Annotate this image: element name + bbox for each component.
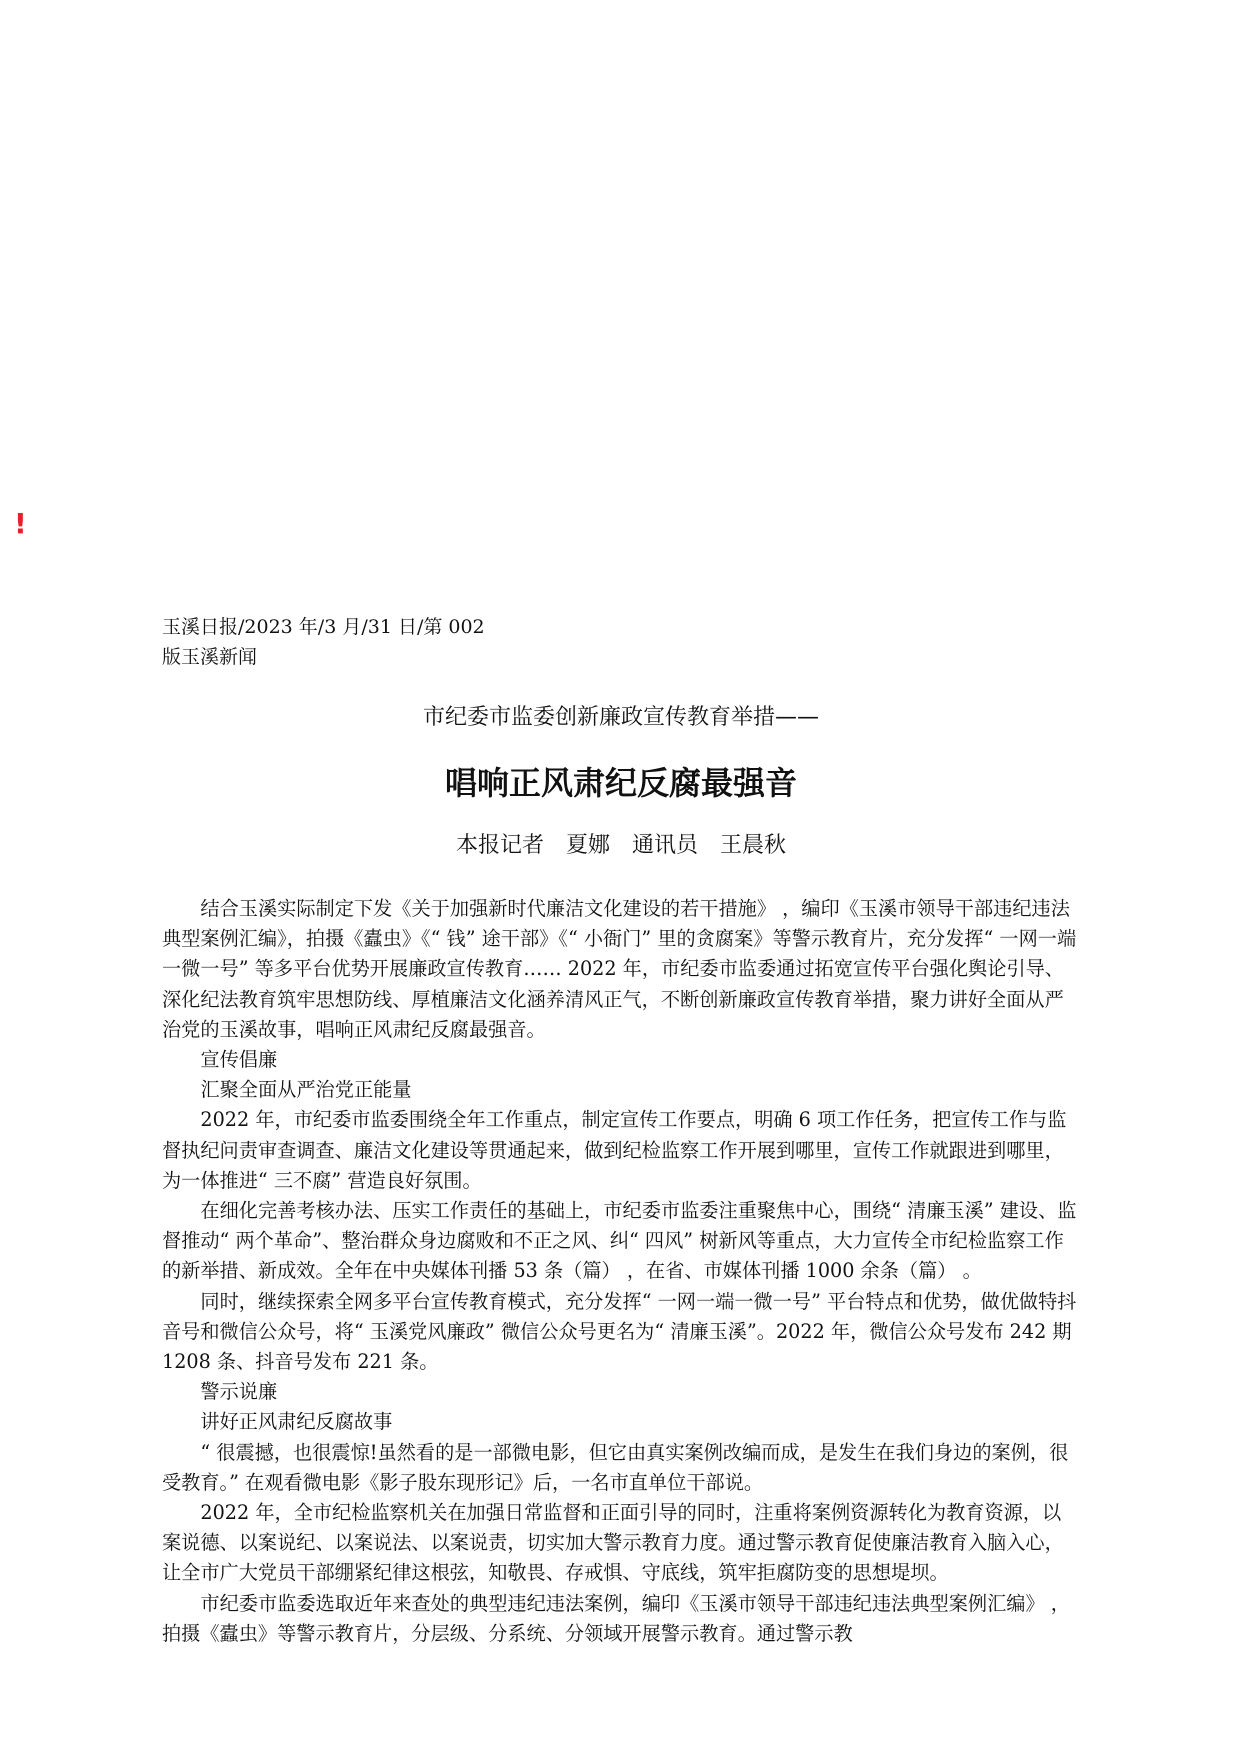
- paragraph: 2022 年，全市纪检监察机关在加强日常监督和正面引导的同时，注重将案例资源转化为教育资源，以案说德、以案说纪、以案说法、以案说责，切实加大警示教育力度。通过警示教育促使廉洁教育入脑入心，让全市广大党员干部绷紧纪律这根弦，知敬畏、存戒惧、守底线，筑牢拒腐防变的思想堤坝。: [162, 1501, 1064, 1585]
- article-title: 唱响正风肃纪反腐最强音: [444, 764, 797, 802]
- article-body: [162, 894, 1080, 1649]
- article-subtitle: 市纪委市监委创新廉政宣传教育举措——: [422, 705, 819, 730]
- source-line: 玉溪日报/2023 年/3 月/31 日/第 002 版玉溪新闻: [162, 616, 485, 668]
- paragraph: 同时，继续探索全网多平台宣传教育模式，充分发挥“ 一网一端一微一号” 平台特点和优势，做优做特抖音号和微信公众号，将“ 玉溪党风廉政” 微信公众号更名为“ 清廉玉溪”。2022 年，微信公众号发布 242 期 1208 条、抖音号发布 221 条。: [162, 1289, 1077, 1374]
- section-heading: 汇聚全面从严治党正能量: [200, 1078, 412, 1102]
- article-byline: 本报记者 夏娜 通讯员 王晨秋: [455, 833, 786, 858]
- section-heading: 讲好正风肃纪反腐故事: [200, 1410, 393, 1434]
- paragraph: 市纪委市监委选取近年来查处的典型违纪违法案例，编印《玉溪市领导干部违纪违法典型案例汇编》 ，拍摄《蠹虫》等警示教育片，分层级、分系统、分领域开展警示教育。通过警示教: [162, 1591, 1070, 1645]
- paragraph: 结合玉溪实际制定下发《关于加强新时代廉洁文化建设的若干措施》 ，编印《玉溪市领导干部违纪违法典型案例汇编》，拍摄《蠹虫》《“ 钱” 途干部》《“ 小衙门” 里的贪腐案》等警示教育片，充分发挥“ 一网一端一微一号” 等多平台优势开展廉政宣传教育…… 2022 年，市纪委市监委通过拓宽宣传平台强化舆论引导、深化纪法教育筑牢思想防线、厚植廉洁文化涵养清风正气，不断创新廉政宣传教育举措，聚力讲好全面从严治党的玉溪故事，唱响正风肃纪反腐最强音。: [162, 897, 1077, 1041]
- paragraph: 2022 年，市纪委市监委围绕全年工作重点，制定宣传工作要点，明确 6 项工作任务，把宣传工作与监督执纪问责审查调查、廉洁文化建设等贯通起来，做到纪检监察工作开展到哪里，宣传工作就跟进到哪里，为一体推进“ 三不腐” 营造良好氛围。: [162, 1108, 1067, 1192]
- paragraph: “ 很震撼，也很震惊!虽然看的是一部微电影，但它由真实案例改编而成，是发生在我们身边的案例，很受教育。” 在观看微电影《影子股东现形记》后，一名市直单位干部说。: [162, 1440, 1069, 1494]
- paragraph: 在细化完善考核办法、压实工作责任的基础上，市纪委市监委注重聚焦中心，围绕“ 清廉玉溪” 建设、监督推动“ 两个革命”、整治群众身边腐败和不正之风、纠“ 四风” 树新风等重点，大力宣传全市纪检监察工作的新举措、新成效。全年在中央媒体刊播 53 条（篇） ，在省、市媒体刊播 1000 余条（篇） 。: [162, 1199, 1077, 1283]
- red-exclamation-mark: !: [14, 507, 27, 540]
- section-heading: 警示说廉: [200, 1380, 278, 1404]
- section-heading: 宣传倡廉: [200, 1048, 278, 1072]
